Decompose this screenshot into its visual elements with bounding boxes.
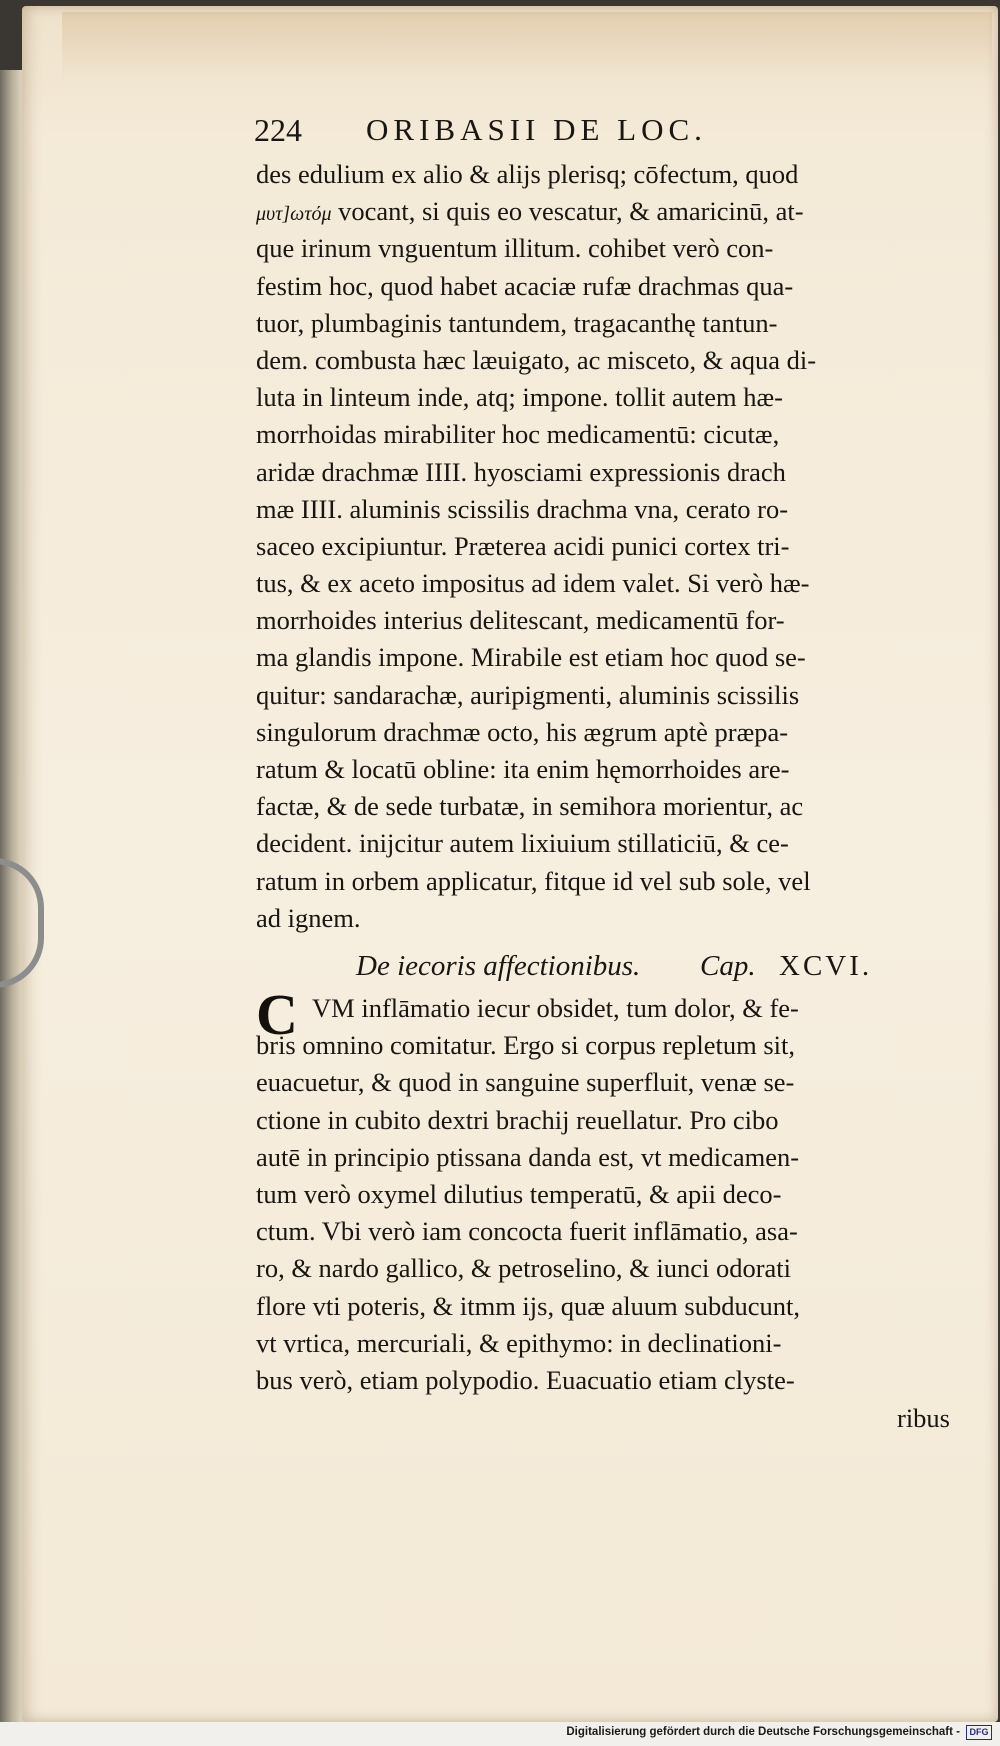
text-line: euacuetur, & quod in sanguine superfluit, venæ se- <box>256 1067 795 1098</box>
text-line: que irinum vnguentum illitum. cohibet verò con- <box>256 233 774 264</box>
running-head <box>254 112 834 158</box>
catchword: ribus <box>897 1403 950 1433</box>
text-line: aridæ drachmæ IIII. hyosciami expressionis drach <box>256 456 786 487</box>
chapter-cap: Cap. <box>700 950 756 982</box>
text-line: vt vrtica, mercuriali, & epithymo: in declinationi- <box>256 1327 782 1358</box>
text-line: festim hoc, quod habet acaciæ rufæ drachmas qua- <box>256 270 794 301</box>
text-line: dem. combusta hæc læuigato, ac misceto, & aqua di- <box>256 344 817 375</box>
digitization-credit: Digitalisierung gefördert durch die Deutsche Forschungsgemeinschaft - <box>566 1726 960 1738</box>
running-title: ORIBASII DE LOC. <box>366 112 707 147</box>
chapter-text <box>256 982 949 1399</box>
text-line: ctione in cubito dextri brachij reuellatur. Pro cibo <box>256 1104 779 1135</box>
body-text <box>256 156 949 937</box>
text-line: ctum. Vbi verò iam concocta fuerit inflāmatio, asa- <box>256 1216 798 1247</box>
text-line: ma glandis impone. Mirabile est etiam hoc quod se- <box>256 642 806 673</box>
text-line: bus verò, etiam polypodio. Euacuatio etiam clyste- <box>256 1364 795 1395</box>
text-line: bris omnino comitatur. Ergo si corpus repletum sit, <box>256 1030 796 1061</box>
text-line-with-greek <box>256 193 949 230</box>
chapter-number: XCVI. <box>779 950 873 982</box>
text-line: luta in linteum inde, atq; impone. tollit autem hæ- <box>256 382 783 413</box>
drop-capital: C <box>256 982 298 1047</box>
text-line: ratum & locatū obline: ita enim hęmorrhoides are- <box>256 754 790 784</box>
text-line: mæ IIII. aluminis scissilis drachma vna, cerato ro- <box>256 493 789 524</box>
text-line: ad ignem. <box>256 902 361 933</box>
text-line: autē in principio ptissana danda est, vt medicamen- <box>256 1141 800 1172</box>
page-stain <box>62 12 992 82</box>
text-line: tus, & ex aceto impositus ad idem valet. Si verò hæ- <box>256 568 810 599</box>
text-line: morrhoides interius delitescant, medicamentū for- <box>256 605 785 636</box>
text-line: saceo excipiuntur. Præterea acidi punici cortex tri- <box>256 530 790 561</box>
text-line: vocant, si quis eo vescatur, & amaricinū, at- <box>338 196 804 227</box>
text-line: factæ, & de sede turbatæ, in semihora morientur, ac <box>256 791 804 822</box>
page-number: 224 <box>254 112 302 148</box>
text-line: tuor, plumbaginis tantundem, tragacanthę tantun- <box>256 307 778 338</box>
text-line: VM inflāmatio iecur obsidet, tum dolor, & fe- <box>312 993 799 1023</box>
dfg-logo: DFG <box>966 1725 992 1740</box>
text-line: singulorum drachmæ octo, his ægrum aptè præpa- <box>256 716 789 747</box>
chapter-title: De iecoris affectionibus. <box>356 950 641 982</box>
text-line: flore vti poteris, & itmm ijs, quæ aluum subducunt, <box>256 1290 800 1321</box>
text-line: decident. inijcitur autem lixiuium stillaticiū, & ce- <box>256 828 789 859</box>
text-line: ro, & nardo gallico, & petroselino, & iunci odorati <box>256 1253 792 1284</box>
greek-word: μυτ]ωτόμ <box>256 203 332 226</box>
text-line: tum verò oxymel dilutius temperatū, & apii deco- <box>256 1178 782 1209</box>
text-line: ratum in orbem applicatur, fitque id vel sub sole, vel <box>256 865 811 896</box>
text-line: quitur: sandarachæ, auripigmenti, aluminis scissilis <box>256 679 800 710</box>
text-line: morrhoidas mirabiliter hoc medicamentū: cicutæ, <box>256 419 780 450</box>
text-line: des edulium ex alio & alijs plerisq; cōfectum, quod <box>256 159 799 189</box>
